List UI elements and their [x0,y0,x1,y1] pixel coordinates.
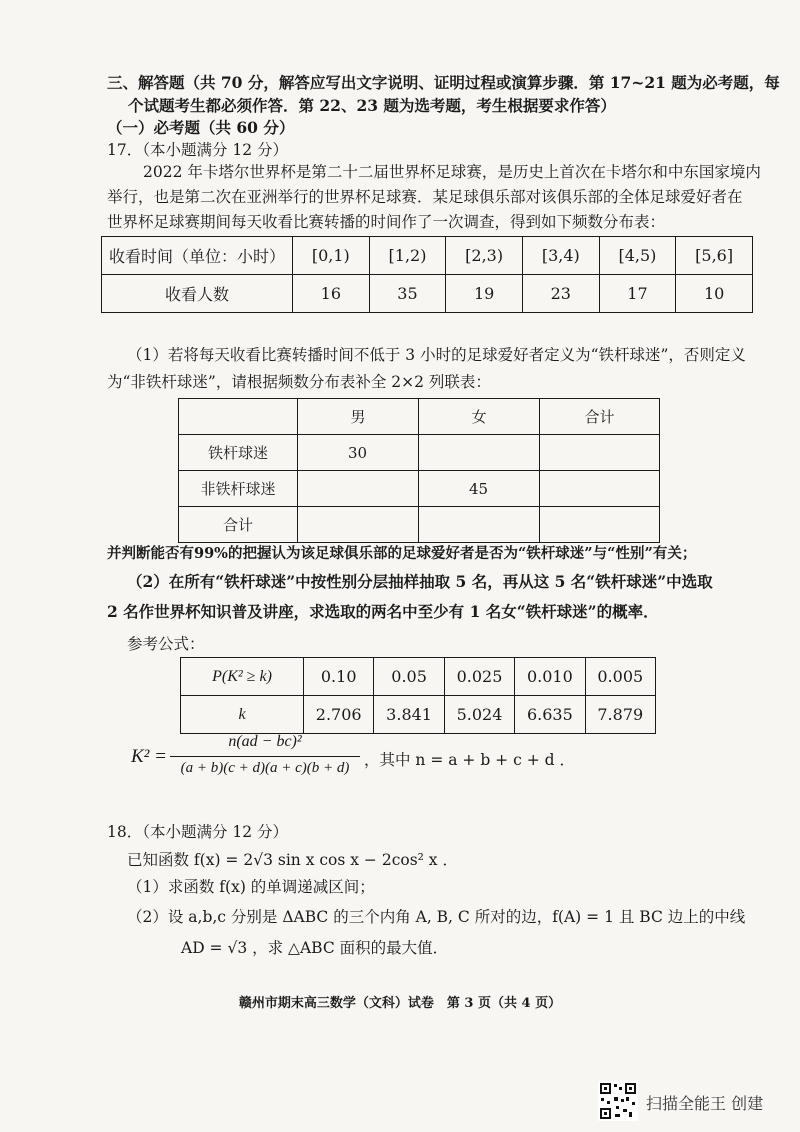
cont-header-blank [179,399,298,435]
critical-value-row-prob [181,658,656,696]
formula-tail: ，其中 n = a + b + c + d ． [364,751,575,769]
q17-intro-line3: 世界杯足球赛期间每天收看比赛转播的时间作了一次调查，得到如下频数分布表： [107,213,666,231]
q18-part2-line2: AD = √3 ，求 △ABC 面积的最大值． [181,939,449,957]
prob-cell: 0.005 [585,658,655,696]
formula-numerator: n(ad − bc)² [228,733,302,750]
count-cell: 19 [446,275,523,313]
q17-part1-line3: 并判断能否有99%的把握认为该足球俱乐部的足球爱好者是否为“铁杆球迷”与“性别”有关； [107,545,697,562]
q17-part2-line1: （2）在所有“铁杆球迷”中按性别分层抽样抽取 5 名，再从这 5 名“铁杆球迷”中选取 [127,572,713,591]
k-cell: 3.841 [374,696,444,734]
contingency-row [179,507,660,543]
frequency-table [101,236,753,313]
interval-cell: [5,6] [676,237,753,275]
cont-cell: 45 [419,471,540,507]
cont-cell [298,507,419,543]
interval-cell: [3,4) [522,237,599,275]
k-cell: 6.635 [515,696,585,734]
k-cell: 7.879 [585,696,655,734]
prob-cell: 0.10 [304,658,374,696]
q17-number: 17．（本小题满分 12 分） [107,141,289,159]
cont-header-total: 合计 [540,399,660,435]
count-cell: 35 [369,275,446,313]
page-footer: 赣州市期末高三数学（文科）试卷 第 3 页（共 4 页） [238,996,562,1011]
cont-cell [540,507,660,543]
prob-cell: 0.05 [374,658,444,696]
q18-number: 18．（本小题满分 12 分） [107,823,289,841]
frequency-table-row-count [102,275,753,313]
count-cell: 23 [522,275,599,313]
q17-intro-line2: 举行，也是第二次在亚洲举行的世界杯足球赛．某足球俱乐部对该俱乐部的全体足球爱好者在 [107,188,743,206]
section-subheading: （一）必考题（共 60 分） [107,118,295,137]
q18-part2-line1: （2）设 a,b,c 分别是 ΔABC 的三个内角 A, B, C 所对的边，f(A) = 1 且 BC 边上的中线 [127,908,746,926]
count-cell: 16 [293,275,370,313]
cont-cell [419,507,540,543]
contingency-row [179,471,660,507]
cont-header-female: 女 [419,399,540,435]
count-cell: 17 [599,275,676,313]
cont-cell [298,471,419,507]
qr-code-icon [598,1081,638,1121]
section-heading-line1: 三、解答题（共 70 分，解答应写出文字说明、证明过程或演算步骤．第 17~21 题为必考题，每 [107,73,780,92]
ref-row1-label: P(K² ≥ k) [181,658,304,696]
q17-part1-line2: 为“非铁杆球迷”，请根据频数分布表补全 2×2 列联表： [107,373,491,391]
cont-row-label: 合计 [179,507,298,543]
cont-cell: 30 [298,435,419,471]
q17-intro-line1: 2022 年卡塔尔世界杯是第二十二届世界杯足球赛，是历史上首次在卡塔尔和中东国家境内 [143,163,761,181]
contingency-header-row [179,399,660,435]
cont-cell [419,435,540,471]
cont-row-label: 铁杆球迷 [179,435,298,471]
interval-cell: [2,3) [446,237,523,275]
interval-cell: [1,2) [369,237,446,275]
formula-lhs: K² = [131,746,167,767]
cont-row-label: 非铁杆球迷 [179,471,298,507]
q17-part1-line1: （1）若将每天收看比赛转播时间不低于 3 小时的足球爱好者定义为“铁杆球迷”，否则定义 [127,346,746,364]
contingency-table [178,398,660,543]
q17-part2-line2: 2 名作世界杯知识普及讲座，求选取的两名中至少有 1 名女“铁杆球迷”的概率． [107,602,659,621]
critical-value-row-k [181,696,656,734]
cont-header-male: 男 [298,399,419,435]
q18-given: 已知函数 f(x) = 2√3 sin x cos x − 2cos² x ． [127,851,458,869]
cont-cell [540,435,660,471]
cont-cell [540,471,660,507]
fraction-bar [170,756,360,757]
k-cell: 5.024 [444,696,514,734]
formula-denominator: (a + b)(c + d)(a + c)(b + d) [180,760,350,776]
section-heading-line2: 个试题考生都必须作答．第 22、23 题为选考题，考生根据要求作答） [128,96,616,115]
scanner-watermark-label: 扫描全能王 创建 [646,1094,764,1113]
formula-fraction [170,735,360,781]
freq-row2-label: 收看人数 [102,275,293,313]
q18-part1: （1）求函数 f(x) 的单调递减区间； [127,878,375,896]
critical-value-table [180,657,656,734]
freq-row1-label: 收看时间（单位：小时） [102,237,293,275]
count-cell: 10 [676,275,753,313]
interval-cell: [0,1) [293,237,370,275]
frequency-table-row-time [102,237,753,275]
ref-row2-label: k [181,696,304,734]
prob-cell: 0.025 [444,658,514,696]
reference-formula-label: 参考公式： [127,635,205,653]
k-cell: 2.706 [304,696,374,734]
prob-cell: 0.010 [515,658,585,696]
contingency-row [179,435,660,471]
interval-cell: [4,5) [599,237,676,275]
